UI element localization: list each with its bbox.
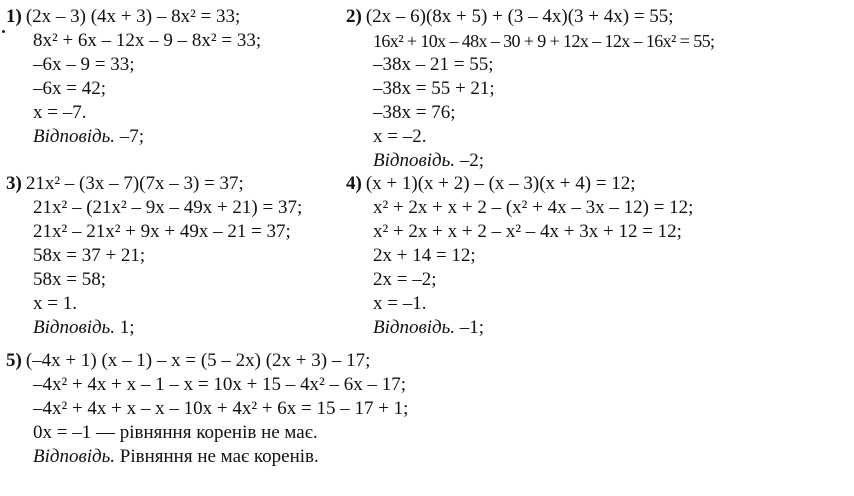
stray-dot-mark — [2, 30, 5, 33]
problem-2-step-3: –38x – 21 = 55; — [373, 54, 494, 75]
problem-1-equation: (2x – 3) (4x + 3) – 8x² = 33; — [25, 6, 241, 27]
answer-label: Відповідь. — [373, 317, 456, 338]
problem-2-step-4: –38x = 55 + 21; — [373, 78, 495, 99]
problem-5-step-2: –4x² + 4x + x – 1 – x = 10x + 15 – 4x² – 6x – 17; — [33, 374, 407, 395]
problem-5-number: 5) — [6, 350, 22, 371]
answer-value: 1; — [119, 317, 135, 338]
problem-3-step-6: x = 1. — [33, 293, 77, 314]
problem-1-step-5: x = –7. — [33, 102, 87, 123]
problem-5-step-4: 0x = –1 — рівняння коренів не має. — [33, 422, 318, 443]
problem-3-equation: 21x² – (3x – 7)(7x – 3) = 37; — [25, 173, 244, 194]
problem-2-number: 2) — [346, 6, 362, 27]
problem-2-step-5: –38x = 76; — [373, 102, 456, 123]
problem-4-answer — [346, 316, 693, 340]
answer-value: –2; — [459, 150, 485, 171]
problem-5-answer — [6, 445, 408, 469]
answer-value: –7; — [119, 126, 145, 147]
answer-value: –1; — [459, 317, 485, 338]
problem-4-step-3: x² + 2x + x + 2 – x² – 4x + 3x + 12 = 12; — [373, 221, 682, 242]
problem-3-number: 3) — [6, 173, 22, 194]
problem-4-equation: (x + 1)(x + 2) – (x – 3)(x + 4) = 12; — [365, 173, 636, 194]
problem-1-step-3: –6x – 9 = 33; — [33, 54, 135, 75]
problem-1-answer — [6, 125, 261, 149]
answer-label: Відповідь. — [33, 446, 116, 467]
answer-label: Відповідь. — [373, 150, 456, 171]
problem-1-number: 1) — [6, 6, 22, 27]
problem-1 — [6, 5, 261, 149]
problem-4-step-5: 2x = –2; — [373, 269, 437, 290]
problem-1-line-1 — [6, 5, 261, 29]
problem-1-step-4: –6x = 42; — [33, 78, 106, 99]
problem-4-line-1 — [346, 172, 693, 196]
answer-value: Рівняння не має коренів. — [119, 446, 319, 467]
problem-4-number: 4) — [346, 173, 362, 194]
problem-4 — [346, 172, 693, 340]
problem-2-line-1 — [346, 5, 714, 29]
problem-2-equation: (2x – 6)(8x + 5) + (3 – 4x)(3 + 4x) = 55; — [365, 6, 674, 27]
answer-label: Відповідь. — [33, 126, 116, 147]
problem-2-step-6: x = –2. — [373, 126, 427, 147]
problem-3-step-2: 21x² – (21x² – 9x – 49x + 21) = 37; — [33, 197, 303, 218]
problem-5 — [6, 349, 408, 469]
problem-2-answer — [346, 149, 714, 173]
answer-label: Відповідь. — [33, 317, 116, 338]
problem-5-step-3: –4x² + 4x + x – x – 10x + 4x² + 6x = 15 – 17 + 1; — [33, 398, 409, 419]
problem-4-step-6: x = –1. — [373, 293, 427, 314]
problem-3 — [6, 172, 302, 340]
problem-1-step-2: 8x² + 6x – 12x – 9 – 8x² = 33; — [33, 30, 262, 51]
problem-2 — [346, 5, 714, 173]
problem-3-step-5: 58x = 58; — [33, 269, 106, 290]
problem-3-step-4: 58x = 37 + 21; — [33, 245, 146, 266]
problem-5-line-1 — [6, 349, 408, 373]
problem-3-step-3: 21x² – 21x² + 9x + 49x – 21 = 37; — [33, 221, 291, 242]
problem-3-line-1 — [6, 172, 302, 196]
problem-5-equation: (–4x + 1) (x – 1) – x = (5 – 2x) (2x + 3) – 17; — [25, 350, 371, 371]
problem-3-answer — [6, 316, 302, 340]
problem-4-step-4: 2x + 14 = 12; — [373, 245, 476, 266]
problem-4-step-2: x² + 2x + x + 2 – (x² + 4x – 3x – 12) = 12; — [373, 197, 694, 218]
problem-2-step-2: 16x² + 10x – 48x – 30 + 9 + 12x – 12x – 16x² = 55; — [373, 31, 715, 51]
